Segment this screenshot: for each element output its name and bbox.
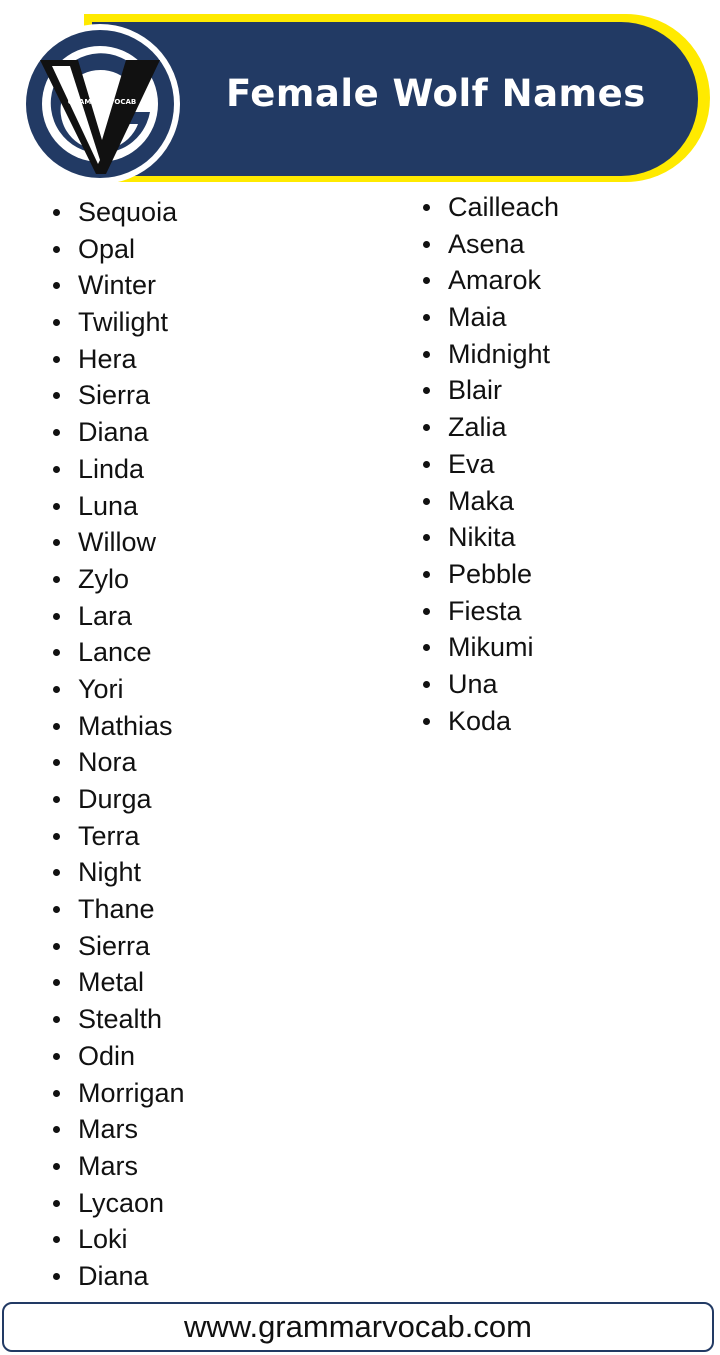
name-label: Durga [78, 784, 152, 814]
name-label: Zalia [448, 412, 507, 443]
bullet-icon [423, 644, 430, 651]
list-item [48, 708, 185, 745]
bullet-icon [53, 869, 60, 876]
name-label: Midnight [448, 338, 551, 369]
bullet-icon [423, 351, 430, 358]
list-item [48, 1001, 185, 1038]
list-item [418, 556, 559, 593]
bullet-icon [53, 1016, 60, 1023]
footer-url: www.grammarvocab.com [2, 1302, 714, 1352]
name-label: Linda [78, 453, 145, 484]
list-item [48, 818, 185, 855]
list-item [48, 488, 185, 525]
bullet-icon [53, 686, 60, 693]
bullet-icon [53, 466, 60, 473]
bullet-icon [53, 209, 60, 216]
list-item [48, 451, 185, 488]
list-item [48, 671, 185, 708]
list-item [48, 304, 185, 341]
name-label: Nora [78, 747, 137, 778]
list-item [48, 891, 185, 928]
list-item [48, 1038, 185, 1075]
list-item [48, 744, 185, 781]
bullet-icon [53, 796, 60, 803]
bullet-icon [53, 356, 60, 363]
name-label: Sierra [78, 380, 151, 411]
list-item [48, 781, 185, 818]
list-item [418, 666, 559, 703]
name-label: Night [78, 857, 142, 888]
bullet-icon [423, 461, 430, 468]
name-label: Koda [448, 705, 512, 736]
names-list-left [48, 194, 185, 1295]
name-label: Hera [78, 343, 137, 374]
bullet-icon [53, 1236, 60, 1243]
list-item [48, 414, 185, 451]
bullet-icon [53, 282, 60, 289]
list-item [48, 928, 185, 965]
bullet-icon [423, 608, 430, 615]
bullet-icon [53, 943, 60, 950]
list-item [48, 1221, 185, 1258]
name-label: Pebble [448, 558, 533, 589]
name-label: Mars [78, 1114, 138, 1145]
list-item [418, 336, 559, 373]
bullet-icon [53, 1126, 60, 1133]
grammarvocab-logo [18, 22, 182, 186]
list-item [418, 593, 559, 630]
name-label: Morrigan [78, 1077, 185, 1108]
bullet-icon [423, 241, 430, 248]
name-label: Odin [78, 1040, 136, 1071]
bullet-icon [53, 246, 60, 253]
name-label: Mikumi [448, 632, 534, 663]
name-label: Twilight [78, 307, 169, 338]
list-item [48, 634, 185, 671]
bullet-icon [423, 681, 430, 688]
bullet-icon [53, 613, 60, 620]
name-label: Lance [78, 637, 152, 668]
bullet-icon [423, 387, 430, 394]
list-item [48, 194, 185, 231]
bullet-icon [53, 759, 60, 766]
name-label: Stealth [78, 1004, 163, 1035]
name-label: Luna [78, 490, 139, 521]
list-item [48, 524, 185, 561]
logo-text: GRAMMARVOCAB [67, 98, 137, 106]
name-label: Loki [78, 1224, 128, 1255]
name-label: Maka [448, 485, 515, 516]
bullet-icon [53, 1053, 60, 1060]
bullet-icon [423, 424, 430, 431]
name-label: Sierra [78, 930, 151, 961]
list-item [48, 1148, 185, 1185]
bullet-icon [53, 429, 60, 436]
name-label: Diana [78, 417, 149, 448]
name-label: Blair [448, 375, 503, 406]
name-label: Fiesta [448, 595, 522, 626]
name-label: Terra [78, 820, 140, 851]
name-label: Maia [448, 302, 507, 333]
name-label: Eva [448, 448, 495, 479]
bullet-icon [53, 576, 60, 583]
name-label: Diana [78, 1260, 149, 1291]
bullet-icon [53, 1090, 60, 1097]
list-item [418, 446, 559, 483]
list-item [418, 703, 559, 740]
name-label: Winter [78, 270, 157, 301]
name-label: Cailleach [448, 192, 560, 222]
list-item [418, 372, 559, 409]
name-label: Sequoia [78, 197, 178, 227]
bullet-icon [423, 204, 430, 211]
list-item [418, 299, 559, 336]
list-item [418, 262, 559, 299]
bullet-icon [423, 498, 430, 505]
list-item [48, 231, 185, 268]
name-label: Mars [78, 1150, 138, 1181]
name-label: Thane [78, 894, 155, 925]
list-item [48, 267, 185, 304]
bullet-icon [53, 979, 60, 986]
list-item [48, 1185, 185, 1222]
name-label: Amarok [448, 265, 542, 296]
bullet-icon [423, 277, 430, 284]
list-item [48, 1258, 185, 1295]
list-item [418, 483, 559, 520]
bullet-icon [53, 392, 60, 399]
list-item [48, 561, 185, 598]
list-item [418, 226, 559, 263]
name-label: Willow [78, 527, 156, 558]
page-title: Female Wolf Names [226, 72, 646, 115]
list-item [48, 854, 185, 891]
name-label: Mathias [78, 710, 173, 741]
list-item [418, 189, 559, 226]
bullet-icon [53, 723, 60, 730]
list-item [48, 1111, 185, 1148]
name-label: Lycaon [78, 1187, 165, 1218]
list-item [418, 629, 559, 666]
bullet-icon [423, 314, 430, 321]
bullet-icon [423, 534, 430, 541]
name-label: Asena [448, 228, 525, 259]
list-item [48, 377, 185, 414]
list-item [48, 341, 185, 378]
bullet-icon [53, 503, 60, 510]
bullet-icon [53, 833, 60, 840]
list-item [48, 1075, 185, 1112]
bullet-icon [53, 1163, 60, 1170]
list-item [48, 964, 185, 1001]
name-label: Zylo [78, 563, 130, 594]
name-label: Metal [78, 967, 145, 998]
name-label: Yori [78, 673, 124, 704]
list-item [418, 519, 559, 556]
bullet-icon [53, 1200, 60, 1207]
name-label: Una [448, 668, 498, 699]
bullet-icon [53, 649, 60, 656]
names-list-right [418, 189, 559, 739]
name-label: Nikita [448, 522, 516, 553]
list-item [418, 409, 559, 446]
list-item [48, 598, 185, 635]
bullet-icon [423, 718, 430, 725]
bullet-icon [53, 1273, 60, 1280]
bullet-icon [53, 906, 60, 913]
bullet-icon [53, 319, 60, 326]
bullet-icon [53, 539, 60, 546]
name-label: Lara [78, 600, 133, 631]
name-label: Opal [78, 233, 136, 264]
bullet-icon [423, 571, 430, 578]
